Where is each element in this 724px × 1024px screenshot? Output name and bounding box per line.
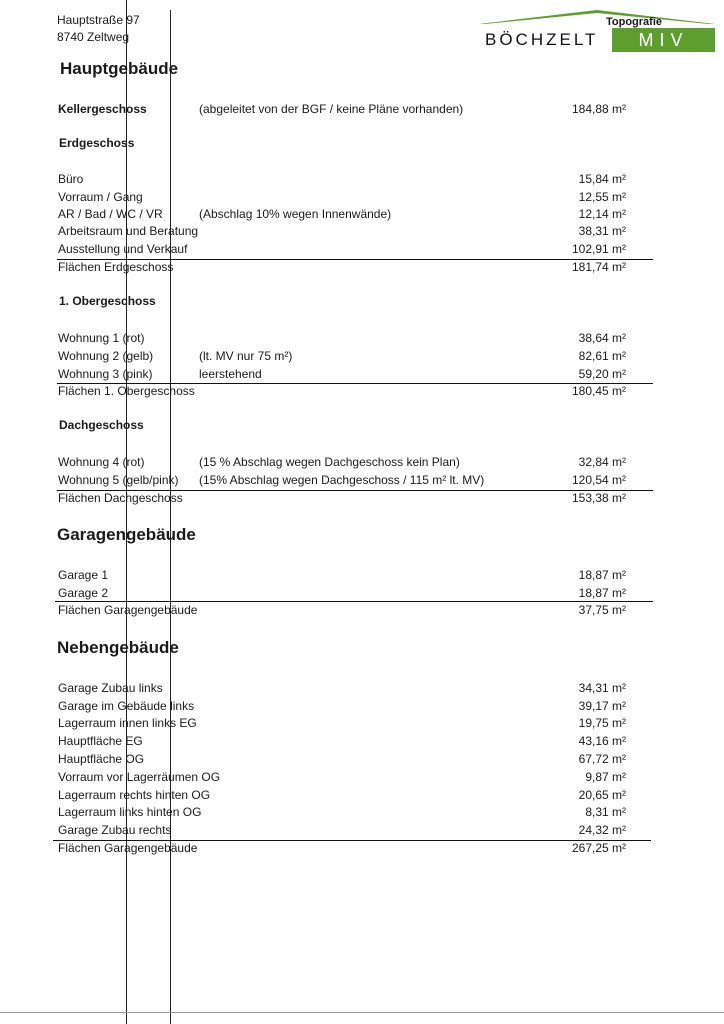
total-row <box>0 602 724 619</box>
table-row <box>0 567 724 584</box>
row-note: (15% Abschlag wegen Dachgeschoss / 115 m² lt. MV) <box>199 473 485 487</box>
subsection-title-obergeschoss: 1. Obergeschoss <box>59 294 156 308</box>
table-row <box>0 472 724 489</box>
company-logo <box>477 6 717 54</box>
table-row <box>0 330 724 347</box>
table-row <box>0 680 724 697</box>
table-row <box>0 822 724 839</box>
logo-abbr: MIV <box>612 28 715 52</box>
row-label: Kellergeschoss <box>58 102 147 116</box>
table-row <box>0 366 724 383</box>
table-row <box>0 241 724 258</box>
row-label: Wohnung 2 (gelb) <box>58 349 154 363</box>
row-label: Wohnung 1 (rot) <box>58 331 145 345</box>
row-value: 120,54 m² <box>571 473 626 487</box>
address-city: 8740 Zeltweg <box>57 30 130 44</box>
row-label: Wohnung 3 (pink) <box>58 367 153 381</box>
subsection-title-dachgeschoss: Dachgeschoss <box>59 418 144 432</box>
row-label: Ausstellung und Verkauf <box>58 242 188 256</box>
row-label: Lagerraum innen links EG <box>58 716 197 730</box>
table-row <box>0 171 724 188</box>
table-row <box>0 733 724 750</box>
row-value: 24,32 m² <box>578 823 626 837</box>
total-row <box>0 490 724 507</box>
subsection-title-erdgeschoss: Erdgeschoss <box>59 136 135 150</box>
row-label: Wohnung 4 (rot) <box>58 455 145 469</box>
row-note: (15 % Abschlag wegen Dachgeschoss kein Plan) <box>199 455 460 469</box>
row-value: 38,31 m² <box>578 224 626 238</box>
row-value: 12,55 m² <box>578 190 626 204</box>
row-label: Vorraum vor Lagerräumen OG <box>58 770 221 784</box>
row-label: Hauptfläche EG <box>58 734 143 748</box>
row-value: 82,61 m² <box>578 349 626 363</box>
total-row <box>0 259 724 276</box>
row-value: 20,65 m² <box>578 788 626 802</box>
row-value: 19,75 m² <box>578 716 626 730</box>
table-row <box>0 223 724 240</box>
table-row <box>0 206 724 223</box>
row-label: Hauptfläche OG <box>58 752 145 766</box>
row-kellergeschoss-details <box>0 101 724 118</box>
row-value: 59,20 m² <box>578 367 626 381</box>
address-street: Hauptstraße 97 <box>57 13 140 27</box>
row-note: leerstehend <box>199 367 262 381</box>
row-label: Lagerraum links hinten OG <box>58 805 202 819</box>
row-label: Arbeitsraum und Beratung <box>58 224 199 238</box>
total-label: Flächen Garagengebäude <box>58 603 198 617</box>
row-value: 32,84 m² <box>578 455 626 469</box>
table-row <box>0 585 724 602</box>
total-value: 267,25 m² <box>571 841 626 855</box>
row-label: Büro <box>58 172 84 186</box>
row-value: 8,31 m² <box>585 805 626 819</box>
table-row <box>0 751 724 768</box>
total-value: 180,45 m² <box>571 384 626 398</box>
row-value: 184,88 m² <box>571 102 626 116</box>
total-row <box>0 840 724 857</box>
row-value: 38,64 m² <box>578 331 626 345</box>
row-label: Lagerraum rechts hinten OG <box>58 788 211 802</box>
row-value: 15,84 m² <box>578 172 626 186</box>
row-label: Garage im Gebäude links <box>58 699 195 713</box>
total-label: Flächen Garagengebäude <box>58 841 198 855</box>
total-value: 181,74 m² <box>571 260 626 274</box>
table-row <box>0 454 724 471</box>
logo-name: BÖCHZELT <box>485 30 599 49</box>
section-title-nebengebaeude: Nebengebäude <box>57 638 179 657</box>
scan-line-right <box>170 10 171 1024</box>
table-row <box>0 348 724 365</box>
table-row <box>0 189 724 206</box>
row-label: Vorraum / Gang <box>58 190 143 204</box>
table-row <box>0 715 724 732</box>
table-row <box>0 787 724 804</box>
total-label: Flächen Dachgeschoss <box>58 491 183 505</box>
row-label: Garage Zubau links <box>58 681 163 695</box>
scan-line-bottom <box>0 1012 724 1013</box>
row-note: (Abschlag 10% wegen Innenwände) <box>199 207 392 221</box>
table-row <box>0 804 724 821</box>
total-value: 153,38 m² <box>571 491 626 505</box>
row-label: AR / Bad / WC / VR <box>58 207 163 221</box>
total-label: Flächen 1. Obergeschoss <box>58 384 195 398</box>
row-label: Garage 1 <box>58 568 109 582</box>
row-label: Garage 2 <box>58 586 109 600</box>
address-block <box>57 12 140 46</box>
row-value: 34,31 m² <box>578 681 626 695</box>
row-note: (abgeleitet von der BGF / keine Pläne vorhanden) <box>199 102 464 116</box>
section-title-hauptgebaeude: Hauptgebäude <box>60 59 179 78</box>
row-note: (lt. MV nur 75 m²) <box>199 349 293 363</box>
table-row <box>0 769 724 786</box>
row-label: Wohnung 5 (gelb/pink) <box>58 473 179 487</box>
total-label: Flächen Erdgeschoss <box>58 260 174 274</box>
total-value: 37,75 m² <box>578 603 626 617</box>
scan-line-left <box>126 0 127 1024</box>
logo-topografie: Topografie <box>605 16 662 28</box>
row-value: 9,87 m² <box>585 770 626 784</box>
row-value: 43,16 m² <box>578 734 626 748</box>
total-row <box>0 383 724 400</box>
row-value: 18,87 m² <box>578 586 626 600</box>
row-value: 39,17 m² <box>578 699 626 713</box>
table-row <box>0 698 724 715</box>
row-value: 102,91 m² <box>571 242 626 256</box>
row-value: 12,14 m² <box>578 207 626 221</box>
row-label: Garage Zubau rechts <box>58 823 172 837</box>
section-title-garagengebaeude: Garagengebäude <box>57 525 196 544</box>
logo-roof-icon <box>477 6 717 26</box>
row-value: 67,72 m² <box>578 752 626 766</box>
row-value: 18,87 m² <box>578 568 626 582</box>
